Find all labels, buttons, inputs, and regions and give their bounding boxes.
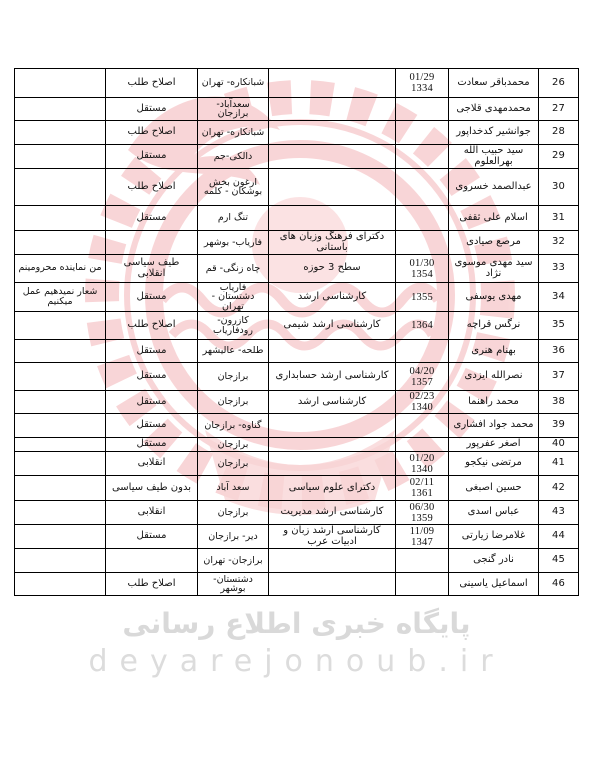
candidate-name-cell: [448, 525, 538, 549]
education-cell: [268, 391, 395, 414]
slogan-cell: [14, 255, 105, 283]
row-number-text: 34: [551, 290, 566, 302]
candidate-name-cell: [448, 169, 538, 206]
birth-date-cell: [395, 438, 448, 452]
education-cell: [268, 414, 395, 438]
candidate-name-text: سید حبیب الله بهرالعلوم: [463, 145, 524, 167]
candidate-name-cell: [448, 312, 538, 340]
slogan-cell: [14, 145, 105, 169]
political-orientation-text: بدون طیف سیاسی: [111, 481, 192, 493]
candidate-name-text: اصغر عفرپور: [466, 438, 521, 450]
region-text: فاریاب- بوشهر: [203, 236, 263, 248]
education-text: کارشناسی ارشد مدیریت: [280, 506, 384, 518]
slogan-cell: [14, 312, 105, 340]
birth-date-cell: [395, 255, 448, 283]
political-orientation-text: انقلابی: [137, 457, 166, 469]
row-number-text: 41: [551, 457, 566, 469]
region-text: کازرون- رودفاریاب: [213, 315, 253, 336]
row-number-text: 37: [551, 370, 566, 382]
region-text: گناوه- برازجان: [204, 419, 262, 431]
row-number-cell: [538, 438, 578, 452]
education-cell: [268, 206, 395, 231]
row-number-cell: [538, 414, 578, 438]
candidate-name-cell: [448, 340, 538, 363]
birth-date-cell: [395, 231, 448, 255]
region-cell: [197, 283, 268, 312]
candidate-name-text: مهدی یوسفی: [465, 290, 522, 302]
political-orientation-text: مستقل: [136, 290, 167, 302]
watermark-domain: deyarejonoub.ir: [88, 644, 505, 679]
birth-date-text: 01/30 1354: [409, 257, 435, 280]
candidate-name-text: محمد جواد افشاری: [453, 419, 534, 431]
birth-date-text: 02/23 1340: [409, 391, 435, 413]
political-orientation-cell: [105, 312, 197, 340]
education-text: کارشناسی ارشد: [297, 290, 367, 302]
education-cell: [268, 501, 395, 525]
birth-date-cell: [395, 573, 448, 596]
candidate-name-text: غلامرضا زیارتی: [461, 530, 526, 542]
education-cell: [268, 525, 395, 549]
row-number-cell: [538, 452, 578, 476]
row-number-cell: [538, 98, 578, 121]
candidate-name-cell: [448, 145, 538, 169]
political-orientation-text: اصلاح طلب: [127, 319, 176, 331]
political-orientation-cell: [105, 476, 197, 501]
region-text: سعدآباد- برازجان: [216, 98, 250, 119]
birth-date-cell: [395, 169, 448, 206]
education-cell: [268, 69, 395, 98]
candidate-name-cell: [448, 283, 538, 312]
row-number-cell: [538, 169, 578, 206]
political-orientation-cell: [105, 169, 197, 206]
political-orientation-text: مستقل: [136, 150, 167, 162]
political-orientation-cell: [105, 231, 197, 255]
row-number-cell: [538, 476, 578, 501]
candidate-name-cell: [448, 206, 538, 231]
row-number-text: 31: [551, 211, 566, 223]
row-number-text: 27: [551, 102, 566, 114]
birth-date-cell: [395, 312, 448, 340]
birth-date-cell: [395, 549, 448, 573]
political-orientation-cell: [105, 69, 197, 98]
row-number-cell: [538, 145, 578, 169]
birth-date-cell: [395, 501, 448, 525]
political-orientation-cell: [105, 414, 197, 438]
political-orientation-cell: [105, 438, 197, 452]
political-orientation-text: اصلاح طلب: [127, 76, 176, 88]
birth-date-cell: [395, 98, 448, 121]
birth-date-text: 11/09 1347: [409, 525, 435, 548]
region-text: فاریاب دشتستان - تهران: [211, 283, 255, 312]
education-cell: [268, 438, 395, 452]
candidate-name-text: عباس اسدی: [467, 506, 520, 518]
political-orientation-cell: [105, 501, 197, 525]
candidate-name-text: نرگس قراچه: [466, 319, 521, 331]
candidate-name-text: محمدمهدی قلاجی: [456, 102, 531, 114]
political-orientation-text: انقلابی: [137, 506, 166, 518]
slogan-cell: [14, 476, 105, 501]
political-orientation-text: مستقل: [136, 344, 167, 356]
region-text: برازجان: [217, 396, 249, 408]
slogan-cell: [14, 573, 105, 596]
birth-date-cell: [395, 121, 448, 145]
slogan-cell: [14, 98, 105, 121]
row-number-cell: [538, 391, 578, 414]
region-cell: [197, 391, 268, 414]
region-cell: [197, 414, 268, 438]
region-text: شبانکاره- تهران: [201, 77, 265, 89]
region-cell: [197, 169, 268, 206]
education-cell: [268, 145, 395, 169]
education-text: دکترای فرهنگ وزبان های باستانی: [279, 231, 385, 253]
region-cell: [197, 549, 268, 573]
political-orientation-cell: [105, 549, 197, 573]
region-cell: [197, 363, 268, 391]
candidate-name-cell: [448, 363, 538, 391]
political-orientation-cell: [105, 391, 197, 414]
candidate-name-text: سید مهدی موسوی نژاد: [454, 257, 533, 279]
slogan-cell: [14, 452, 105, 476]
row-number-cell: [538, 255, 578, 283]
slogan-cell: [14, 363, 105, 391]
region-cell: [197, 69, 268, 98]
birth-date-text: 1355: [411, 291, 433, 303]
slogan-cell: [14, 169, 105, 206]
slogan-cell: [14, 549, 105, 573]
birth-date-text: 1364: [411, 320, 433, 331]
birth-date-cell: [395, 69, 448, 98]
row-number-cell: [538, 206, 578, 231]
candidate-name-text: حسین اصبغی: [465, 481, 522, 493]
education-text: کارشناسی ارشد زبان و ادبیات عرب: [283, 525, 381, 547]
candidate-name-text: عبدالصمد خسروی: [455, 180, 532, 192]
row-number-text: 35: [551, 319, 566, 331]
slogan-cell: [14, 69, 105, 98]
row-number-text: 39: [551, 419, 566, 431]
row-number-text: 45: [551, 554, 566, 566]
slogan-cell: [14, 121, 105, 145]
political-orientation-cell: [105, 121, 197, 145]
region-cell: [197, 438, 268, 452]
candidate-name-cell: [448, 255, 538, 283]
political-orientation-cell: [105, 98, 197, 121]
region-cell: [197, 206, 268, 231]
row-number-cell: [538, 363, 578, 391]
region-cell: [197, 573, 268, 596]
political-orientation-text: مستقل: [136, 102, 167, 114]
political-orientation-text: مستقل: [136, 370, 167, 382]
row-number-text: 36: [551, 344, 566, 356]
education-cell: [268, 312, 395, 340]
birth-date-text: 01/20 1340: [409, 452, 435, 475]
region-text: دیر- برازجان: [208, 530, 258, 542]
political-orientation-cell: [105, 145, 197, 169]
region-text: دالکی-جم: [213, 150, 253, 162]
region-text: برازجان: [217, 438, 249, 450]
political-orientation-cell: [105, 573, 197, 596]
political-orientation-cell: [105, 452, 197, 476]
candidate-name-cell: [448, 231, 538, 255]
region-text: ارغون بخش بوشکان - کلمه: [203, 176, 263, 197]
row-number-cell: [538, 501, 578, 525]
row-number-cell: [538, 573, 578, 596]
region-text: تنگ ارم: [217, 212, 249, 224]
candidate-name-cell: [448, 438, 538, 452]
education-cell: [268, 169, 395, 206]
political-orientation-cell: [105, 340, 197, 363]
row-number-cell: [538, 283, 578, 312]
candidate-name-text: محمدباقر سعادت: [457, 76, 530, 88]
row-number-text: 30: [551, 180, 566, 192]
birth-date-cell: [395, 206, 448, 231]
slogan-cell: [14, 231, 105, 255]
candidate-name-text: نادر گنجی: [473, 554, 514, 566]
candidate-name-cell: [448, 476, 538, 501]
row-number-text: 40: [551, 438, 566, 450]
row-number-cell: [538, 231, 578, 255]
candidate-name-cell: [448, 69, 538, 98]
candidate-name-cell: [448, 501, 538, 525]
region-text: طلحه- عالیشهر: [202, 345, 264, 357]
row-number-cell: [538, 549, 578, 573]
education-cell: [268, 549, 395, 573]
political-orientation-text: مستقل: [136, 438, 167, 450]
region-text: شبانکاره- تهران: [201, 126, 265, 138]
candidate-name-cell: [448, 573, 538, 596]
row-number-text: 46: [551, 577, 566, 589]
political-orientation-text: اصلاح طلب: [127, 180, 176, 192]
education-cell: [268, 255, 395, 283]
slogan-cell: [14, 206, 105, 231]
political-orientation-cell: [105, 363, 197, 391]
row-number-text: 44: [551, 530, 566, 542]
political-orientation-text: مستقل: [136, 419, 167, 431]
region-text: چاه زنگی- قم: [205, 262, 261, 274]
candidate-name-text: محمد راهنما: [468, 395, 519, 407]
candidate-name-text: اسماعیل یاسینی: [459, 577, 528, 589]
education-text: دکترای علوم سیاسی: [288, 481, 376, 493]
candidate-name-cell: [448, 452, 538, 476]
region-cell: [197, 231, 268, 255]
political-orientation-text: مستقل: [136, 211, 167, 223]
row-number-text: 33: [551, 262, 566, 274]
birth-date-cell: [395, 476, 448, 501]
region-cell: [197, 255, 268, 283]
political-orientation-text: مستقل: [136, 530, 167, 542]
candidate-name-cell: [448, 391, 538, 414]
region-cell: [197, 98, 268, 121]
candidate-name-text: اسلام علی ثقفی: [459, 211, 528, 223]
region-cell: [197, 340, 268, 363]
political-orientation-cell: [105, 525, 197, 549]
political-orientation-cell: [105, 283, 197, 312]
education-cell: [268, 340, 395, 363]
row-number-cell: [538, 525, 578, 549]
row-number-text: 26: [551, 76, 566, 88]
region-text: دشتستان- بوشهر: [213, 573, 253, 594]
political-orientation-cell: [105, 206, 197, 231]
slogan-cell: [14, 501, 105, 525]
education-text: کارشناسی ارشد: [297, 395, 367, 407]
row-number-cell: [538, 340, 578, 363]
region-text: برازجان- تهران: [203, 554, 263, 566]
region-cell: [197, 501, 268, 525]
birth-date-cell: [395, 363, 448, 391]
education-text: کارشناسی ارشد حسابداری: [275, 370, 389, 382]
slogan-cell: [14, 340, 105, 363]
birth-date-text: 02/11 1361: [409, 477, 435, 499]
education-cell: [268, 283, 395, 312]
birth-date-cell: [395, 391, 448, 414]
region-cell: [197, 525, 268, 549]
political-orientation-text: مستقل: [136, 395, 167, 407]
slogan-cell: [14, 438, 105, 452]
birth-date-cell: [395, 414, 448, 438]
region-cell: [197, 121, 268, 145]
candidate-name-cell: [448, 121, 538, 145]
region-cell: [197, 452, 268, 476]
slogan-cell: [14, 391, 105, 414]
candidate-name-text: بهنام هنری: [471, 344, 516, 356]
region-cell: [197, 312, 268, 340]
watermark-site-name: پایگاه خبری اطلاع رسانی: [122, 607, 471, 640]
education-cell: [268, 363, 395, 391]
birth-date-cell: [395, 452, 448, 476]
birth-date-cell: [395, 525, 448, 549]
candidate-name-text: جوانشیر کدخداپور: [456, 126, 531, 138]
candidate-name-text: مرتضی نیکجو: [465, 457, 522, 469]
slogan-text: شعار نمیدهیم عمل میکنیم: [22, 285, 98, 307]
candidate-name-cell: [448, 549, 538, 573]
candidate-name-cell: [448, 414, 538, 438]
region-text: سعد آباد: [216, 482, 250, 494]
education-text: سطح 3 حوزه: [303, 262, 361, 274]
region-cell: [197, 476, 268, 501]
region-cell: [197, 145, 268, 169]
birth-date-text: 06/30 1359: [409, 501, 435, 524]
region-text: برازجان: [217, 457, 249, 469]
education-cell: [268, 121, 395, 145]
birth-date-text: 01/29 1334: [409, 72, 435, 94]
education-cell: [268, 98, 395, 121]
slogan-text: من نماینده محرومینم: [18, 262, 102, 274]
candidate-name-text: مرصع صیادی: [466, 236, 521, 248]
education-cell: [268, 476, 395, 501]
row-number-cell: [538, 69, 578, 98]
birth-date-cell: [395, 145, 448, 169]
birth-date-text: 04/20 1357: [409, 365, 435, 388]
slogan-cell: [14, 283, 105, 312]
education-cell: [268, 231, 395, 255]
row-number-cell: [538, 312, 578, 340]
slogan-cell: [14, 525, 105, 549]
row-number-text: 42: [551, 481, 566, 493]
candidates-table: [14, 68, 579, 596]
education-cell: [268, 452, 395, 476]
region-text: برازجان: [217, 506, 249, 518]
row-number-cell: [538, 121, 578, 145]
political-orientation-text: اصلاح طلب: [127, 577, 176, 589]
row-number-text: 29: [551, 150, 566, 162]
row-number-text: 38: [551, 395, 566, 407]
political-orientation-cell: [105, 255, 197, 283]
slogan-cell: [14, 414, 105, 438]
row-number-text: 43: [551, 506, 566, 518]
political-orientation-text: طیف سیاسی انقلابی: [123, 257, 180, 279]
candidate-name-text: نصرالله ایزدی: [464, 370, 523, 382]
row-number-text: 32: [551, 236, 566, 248]
birth-date-cell: [395, 283, 448, 312]
political-orientation-text: اصلاح طلب: [127, 126, 176, 138]
education-cell: [268, 573, 395, 596]
candidate-name-cell: [448, 98, 538, 121]
birth-date-cell: [395, 340, 448, 363]
education-text: کارشناسی ارشد شیمی: [283, 319, 381, 331]
region-text: برازجان: [217, 370, 249, 382]
row-number-text: 28: [551, 126, 566, 138]
